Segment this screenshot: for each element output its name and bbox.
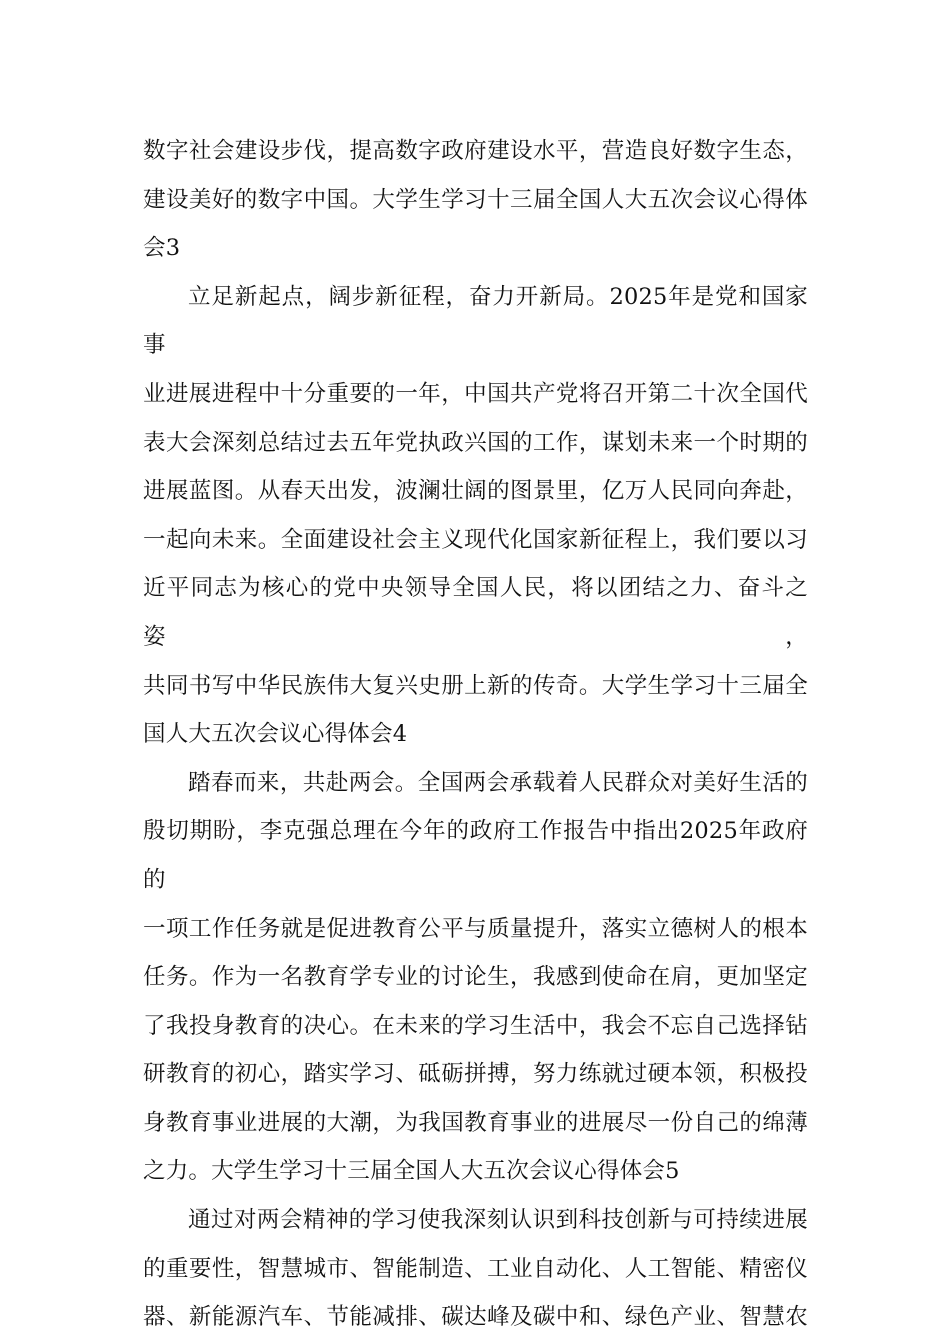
text-line: 之力。大学生学习十三届全国人大五次会议心得体会5	[143, 1158, 680, 1185]
text-line: 会3	[143, 235, 181, 262]
text-line: 身教育事业进展的大潮，为我国教育事业的进展尽一份自己的绵薄	[143, 1109, 808, 1136]
text-line: 的重要性，智慧城市、智能制造、工业自动化、人工智能、精密仪	[143, 1255, 808, 1282]
text-line: 研教育的初心，踏实学习、砥砺拼搏，努力练就过硬本领，积极投	[143, 1061, 808, 1088]
text-line: 近平同志为核心的党中央领导全国人民，将以团结之力、奋斗之姿，	[143, 575, 808, 650]
text-line: 殷切期盼，李克强总理在今年的政府工作报告中指出2025年政府的	[143, 818, 808, 893]
text-line: 一项工作任务就是促进教育公平与质量提升，落实立德树人的根本	[143, 915, 808, 942]
text-line: 踏春而来，共赴两会。全国两会承载着人民群众对美好生活的	[188, 769, 808, 796]
text-line: 通过对两会精神的学习使我深刻认识到科技创新与可持续进展	[188, 1207, 808, 1234]
text-line: 器、新能源汽车、节能减排、碳达峰及碳中和、绿色产业、智慧农	[143, 1304, 808, 1331]
text-line: 国人大五次会议心得体会4	[143, 721, 408, 748]
body-text	[143, 127, 808, 1342]
text-line: 立足新起点，阔步新征程，奋力开新局。2025年是党和国家事	[143, 283, 808, 359]
paragraph-1	[143, 127, 808, 273]
text-line: 业进展进程中十分重要的一年，中国共产党将召开第二十次全国代	[143, 380, 808, 407]
text-line: 任务。作为一名教育学专业的讨论生，我感到使命在肩，更加坚定	[143, 964, 808, 991]
text-line: 一起向未来。全面建设社会主义现代化国家新征程上，我们要以习	[143, 526, 808, 553]
text-line: 建设美好的数字中国。大学生学习十三届全国人大五次会议心得体	[143, 186, 808, 213]
text-line: 了我投身教育的决心。在未来的学习生活中，我会不忘自己选择钻	[143, 1012, 808, 1039]
text-line: 共同书写中华民族伟大复兴史册上新的传奇。大学生学习十三届全	[143, 672, 808, 699]
text-line: 表大会深刻总结过去五年党执政兴国的工作，谋划未来一个时期的	[143, 429, 808, 456]
text-line: 数字社会建设步伐，提高数字政府建设水平，营造良好数字生态，	[143, 138, 808, 164]
paragraph-3	[143, 759, 808, 1196]
paragraph-2	[143, 273, 808, 759]
text-line: 进展蓝图。从春天出发，波澜壮阔的图景里，亿万人民同向奔赴，	[143, 478, 808, 505]
paragraph-4	[143, 1196, 808, 1342]
